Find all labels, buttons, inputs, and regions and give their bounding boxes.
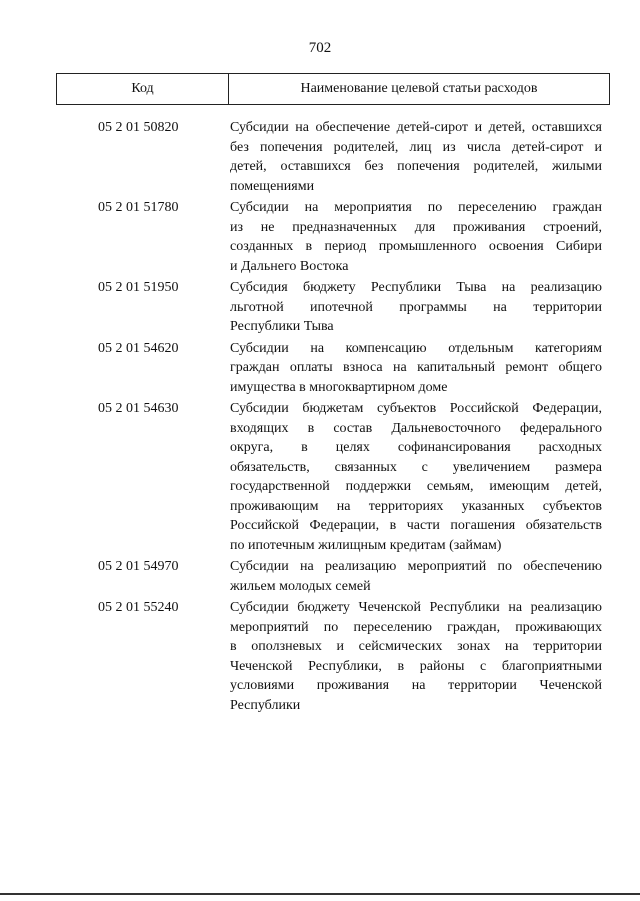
row-name-line: обязательств, связанных с увеличением размера: [230, 459, 602, 475]
row-name: [230, 399, 602, 555]
row-name: [230, 278, 602, 337]
row-name-line: граждан оплаты взноса на капитальный ремонт общего: [230, 360, 602, 375]
row-name-line: проживающим на территориях указанных субъектов: [230, 498, 602, 514]
row-name-line: входящих в состав Дальневосточного федерального: [230, 420, 602, 436]
row-name-line: Субсидии бюджетам субъектов Российской Федерации,: [230, 401, 602, 416]
table-header: [56, 73, 610, 105]
row-name-line: без попечения родителей, лиц из числа детей-сирот и: [230, 139, 602, 155]
header-name: Наименование целевой статьи расходов: [300, 81, 538, 96]
table-row: [0, 339, 640, 398]
row-name-line: Республики: [230, 697, 301, 713]
row-code: 05 2 01 54970: [98, 559, 179, 574]
row-name-line: Субсидии на реализацию мероприятий по обеспечению: [230, 559, 602, 574]
row-name-line: Субсидии на обеспечение детей-сирот и детей, оставшихся: [230, 120, 602, 135]
row-name-line: в оползневых и сейсмических зонах на территории: [230, 639, 602, 654]
row-name-line: жильем молодых семей: [230, 578, 371, 594]
row-name: [230, 557, 602, 596]
row-name-line: детей, оставшихся без попечения родителей, жилыми: [230, 159, 602, 174]
table-body: [0, 118, 640, 717]
header-code: Код: [57, 74, 229, 104]
row-name-line: Чеченской Республики, в районы с благоприятными: [230, 658, 602, 674]
page-bottom-edge: [0, 893, 640, 895]
row-name-line: государственной поддержки семьям, имеющим детей,: [230, 479, 602, 494]
row-name-line: из не предназначенных для проживания строений,: [230, 219, 602, 235]
row-name-line: Российской Федерации, в части погашения обязательств: [230, 518, 602, 533]
row-name-line: льготной ипотечной программы на территории: [230, 299, 602, 315]
table-row: [0, 557, 640, 596]
row-name: [230, 198, 602, 276]
row-name-line: мероприятий по переселению граждан, проживающих: [230, 619, 602, 635]
row-name-line: условиями проживания на территории Чеченской: [230, 678, 602, 693]
row-name-line: имущества в многоквартирном доме: [230, 379, 448, 395]
row-name-line: Субсидии бюджету Чеченской Республики на реализацию: [230, 600, 602, 615]
row-name-line: по ипотечным жилищным кредитам (займам): [230, 537, 502, 553]
row-code: 05 2 01 54620: [98, 340, 179, 356]
table-row: [0, 198, 640, 276]
row-name-line: округа, в целях софинансирования расходных: [230, 440, 602, 455]
row-name-line: и Дальнего Востока: [230, 258, 349, 274]
table-row: [0, 598, 640, 715]
table-row: [0, 399, 640, 555]
row-code: 05 2 01 51780: [98, 200, 179, 215]
row-name-line: Субсидия бюджету Республики Тыва на реализацию: [230, 280, 602, 295]
table-row: [0, 118, 640, 196]
row-name-line: Субсидии на мероприятия по переселению граждан: [230, 200, 602, 215]
page-number: 702: [308, 40, 332, 56]
row-name: [230, 118, 602, 196]
row-name: [230, 598, 602, 715]
row-name-line: помещениями: [230, 178, 315, 194]
row-code: 05 2 01 55240: [98, 600, 179, 615]
row-code: 05 2 01 50820: [98, 120, 179, 135]
row-code: 05 2 01 51950: [98, 280, 179, 295]
row-code: 05 2 01 54630: [98, 401, 179, 416]
table-row: [0, 278, 640, 337]
row-name: [230, 339, 602, 398]
row-name-line: Субсидии на компенсацию отдельным категориям: [230, 340, 602, 356]
row-name-line: Республики Тыва: [230, 319, 334, 334]
row-name-line: созданных в период промышленного освоения Сибири: [230, 239, 602, 254]
